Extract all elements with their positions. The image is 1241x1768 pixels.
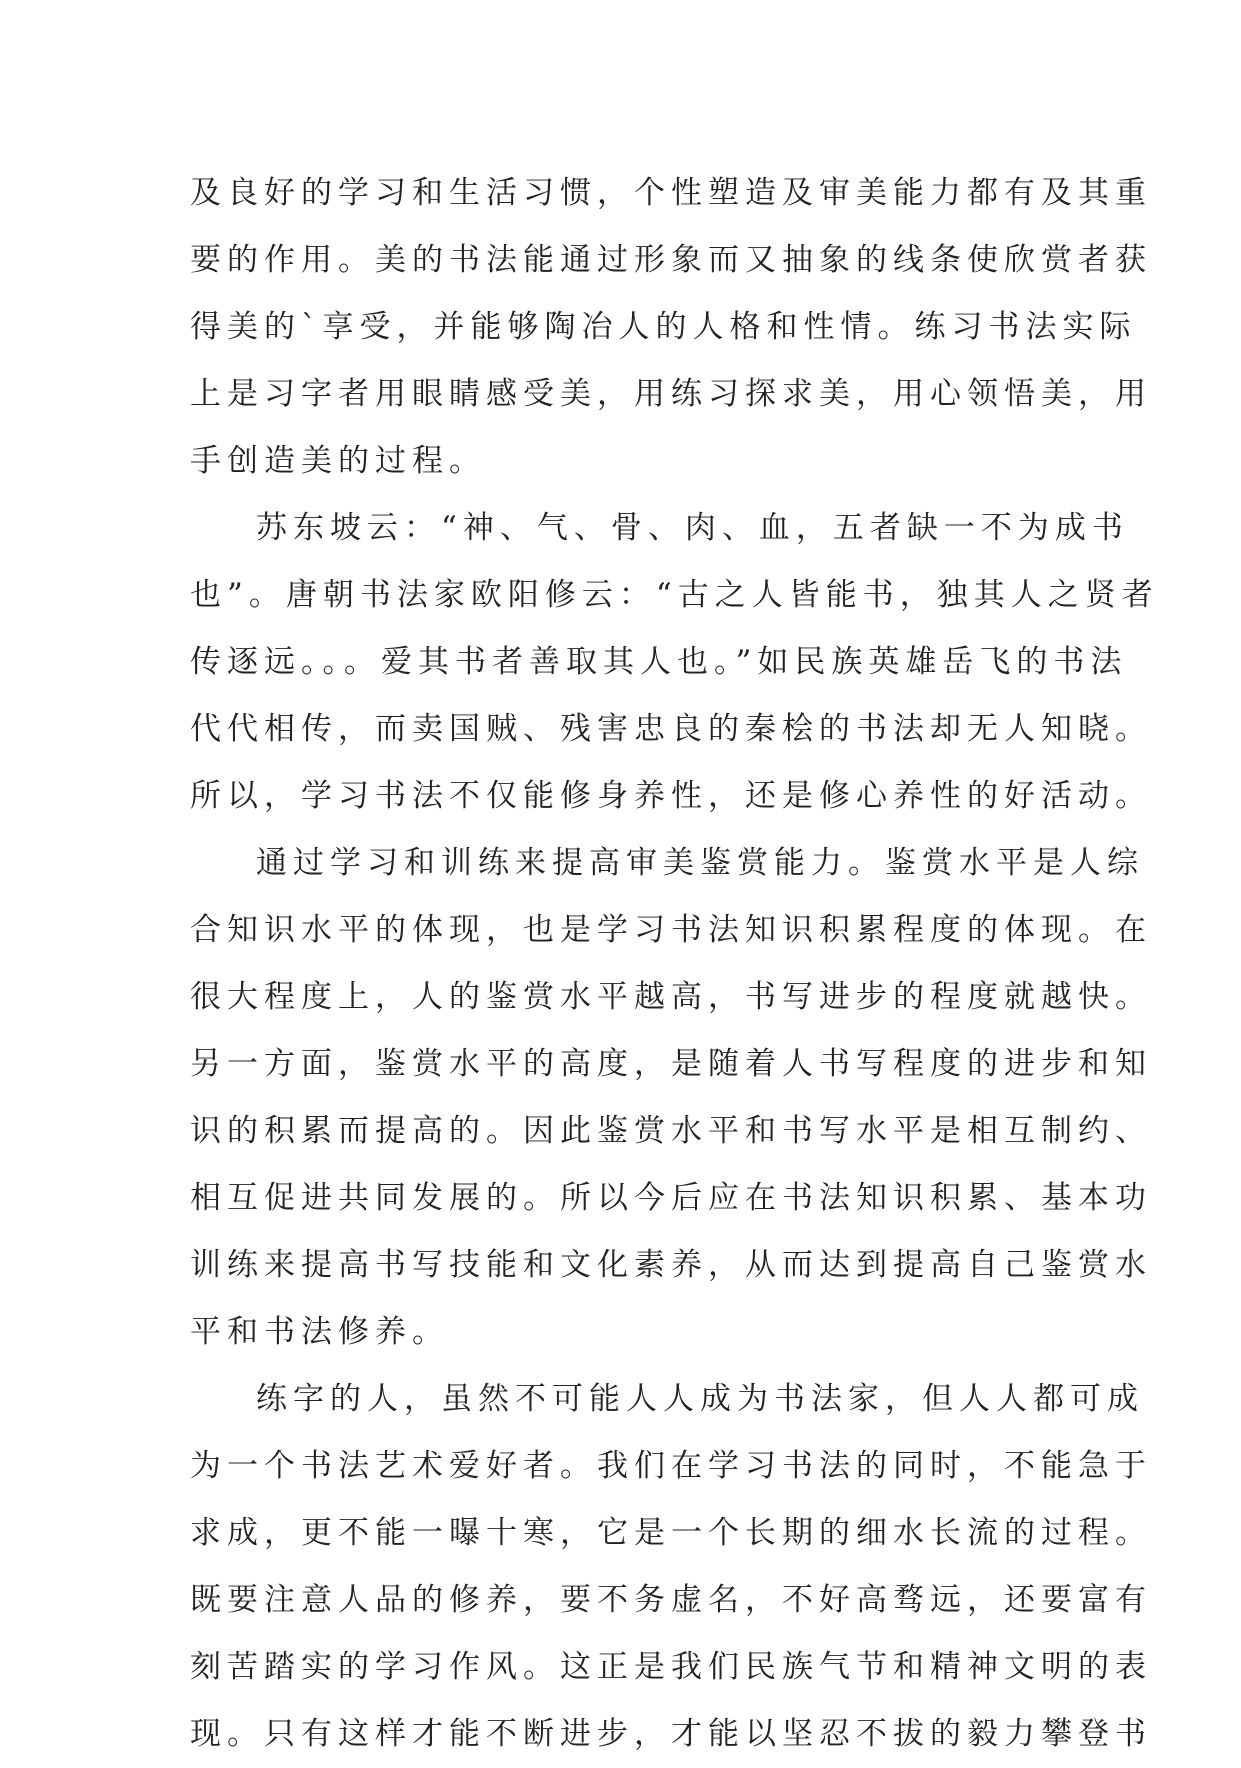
text-line: 得美的`享受，并能够陶冶人的人格和性情。练习书法实际 [190, 309, 1137, 345]
text-line: 传逐远。。。爱其书者善取其人也。”如民族英雄岳飞的书法 [190, 644, 1128, 680]
text-line: 为一个书法艺术爱好者。我们在学习书法的同时，不能急于 [190, 1448, 1152, 1484]
text-line: 识的积累而提高的。因此鉴赏水平和书写水平是相互制约、 [190, 1113, 1152, 1149]
text-line: 刻苦踏实的学习作风。这正是我们民族气节和精神文明的表 [190, 1649, 1152, 1685]
text-line: 代代相传，而卖国贼、残害忠良的秦桧的书法却无人知晓。 [190, 711, 1152, 747]
text-line: 很大程度上，人的鉴赏水平越高，书写进步的程度就越快。 [190, 979, 1152, 1015]
text-line: 现。只有这样才能不断进步，才能以坚忍不拔的毅力攀登书 [190, 1716, 1152, 1752]
text-line: 训练来提高书写技能和文化素养，从而达到提高自己鉴赏水 [190, 1247, 1152, 1283]
text-line: 要的作用。美的书法能通过形象而又抽象的线条使欣赏者获 [190, 242, 1152, 278]
text-line: 通过学习和训练来提高审美鉴赏能力。鉴赏水平是人综 [256, 845, 1144, 881]
text-line: 所以，学习书法不仅能修身养性，还是修心养性的好活动。 [190, 778, 1152, 814]
text-line: 既要注意人品的修养，要不务虚名，不好高骛远，还要富有 [190, 1582, 1152, 1618]
body-text [190, 160, 1159, 1768]
text-line: 上是习字者用眼睛感受美，用练习探求美，用心领悟美，用 [190, 376, 1152, 412]
text-line: 练字的人，虽然不可能人人成为书法家，但人人都可成 [256, 1381, 1144, 1417]
text-line: 相互促进共同发展的。所以今后应在书法知识积累、基本功 [190, 1180, 1152, 1216]
text-line: 合知识水平的体现，也是学习书法知识积累程度的体现。在 [190, 912, 1152, 948]
text-line: 平和书法修养。 [190, 1314, 449, 1350]
text-line: 求成，更不能一曝十寒，它是一个长期的细水长流的过程。 [190, 1515, 1152, 1551]
text-line: 及良好的学习和生活习惯，个性塑造及审美能力都有及其重 [190, 175, 1152, 211]
text-line: 手创造美的过程。 [190, 443, 486, 479]
text-line: 苏东坡云：“神、气、骨、肉、血，五者缺一不为成书 [256, 510, 1129, 546]
text-line: 也”。唐朝书法家欧阳修云：“古之人皆能书，独其人之贤者 [190, 577, 1159, 613]
text-line: 另一方面，鉴赏水平的高度，是随着人书写程度的进步和知 [190, 1046, 1152, 1082]
